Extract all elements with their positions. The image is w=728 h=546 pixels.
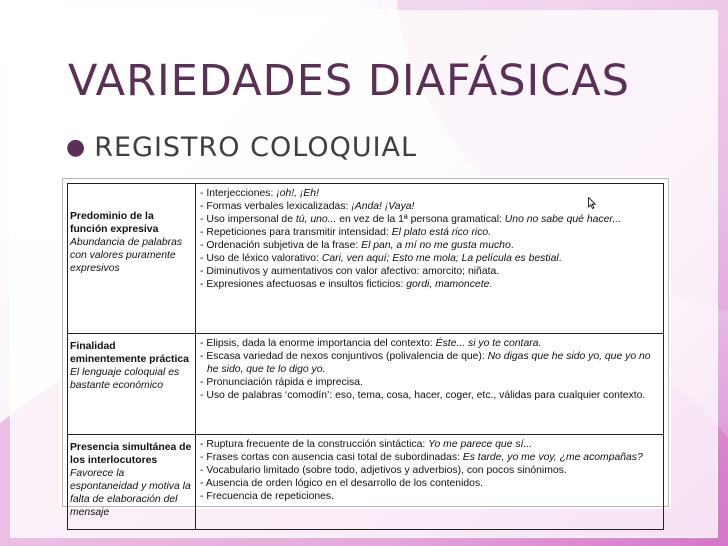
- list-item: - Ordenación subjetiva de la frase: El pan, a mí no me gusta mucho.: [200, 240, 514, 251]
- list-item: - Frecuencia de repeticiones.: [200, 491, 334, 502]
- bullet-text: REGISTRO COLOQUIAL: [94, 132, 418, 163]
- list-item: - Repeticiones para transmitir intensidad: El plato está rico rico.: [200, 227, 492, 238]
- list-item: - Uso de léxico valorativo: Cari, ven aquí; Esto me mola; La película es bestial.: [200, 253, 562, 264]
- mouse-cursor-icon: [588, 197, 596, 209]
- row-label-cell: [68, 435, 196, 530]
- list-item: - Escasa variedad de nexos conjuntivos (polivalencia de que): No digas que he sido yo, que yo no he sido, que te lo digo yo.: [200, 351, 651, 375]
- row-label-cell: [68, 334, 196, 435]
- list-item: - Interjecciones: ¡oh!, ¡Eh!: [200, 188, 319, 199]
- list-item: - Elipsis, dada la enorme importancia del contexto: Éste... si yo te contara.: [200, 338, 542, 349]
- embedded-table-image: [62, 178, 669, 518]
- list-item: - Ruptura frecuente de la construcción sintáctica: Yo me parece que sí...: [200, 439, 533, 450]
- row-label: Finalidad eminentemente práctica: [70, 341, 189, 365]
- row-sublabel: Favorece la espontaneidad y motiva la falta de elaboración del mensaje: [70, 468, 191, 518]
- bullet-icon: ●: [66, 135, 87, 160]
- list-item: - Uso impersonal de tú, uno... en vez de la 1ª persona gramatical: Uno no sabe qué hacer...: [200, 214, 622, 225]
- row-items-cell: [196, 334, 664, 435]
- row-sublabel: El lenguaje coloquial es bastante económico: [70, 367, 180, 391]
- list-item: - Pronunciación rápida e imprecisa.: [200, 377, 363, 388]
- row-label-cell: [68, 184, 196, 334]
- list-item: - Ausencia de orden lógico en el desarrollo de los contenidos.: [200, 478, 484, 489]
- register-table: [67, 183, 664, 530]
- table-row: [68, 435, 664, 530]
- list-item: - Expresiones afectuosas e insultos ficticios: gordi, mamoncete.: [200, 279, 493, 290]
- list-item: - Frases cortas con ausencia casi total de subordinadas: Es tarde, yo me voy, ¿me acompañas?: [200, 452, 643, 463]
- list-item: - Diminutivos y aumentativos con valor afectivo: amorcito; niñata.: [200, 266, 500, 277]
- list-item: - Uso de palabras ‘comodín’: eso, tema, cosa, hacer, coger, etc., válidas para cualquier contexto.: [200, 390, 646, 401]
- row-items-cell: [196, 435, 664, 530]
- list-item: - Vocabulario limitado (sobre todo, adjetivos y adverbios), con pocos sinónimos.: [200, 465, 567, 476]
- table-row: [68, 184, 664, 334]
- slide-title: VARIEDADES DIAFÁSICAS: [68, 56, 630, 106]
- row-sublabel: Abundancia de palabras con valores puramente expresivos: [70, 237, 183, 274]
- table-row: [68, 334, 664, 435]
- row-label: Predominio de la función expresiva: [70, 211, 159, 235]
- row-label: Presencia simultánea de los interlocutores: [70, 442, 192, 466]
- bullet-item: [66, 132, 417, 163]
- list-item: - Formas verbales lexicalizadas: ¡Anda! ¡Vaya!: [200, 201, 415, 212]
